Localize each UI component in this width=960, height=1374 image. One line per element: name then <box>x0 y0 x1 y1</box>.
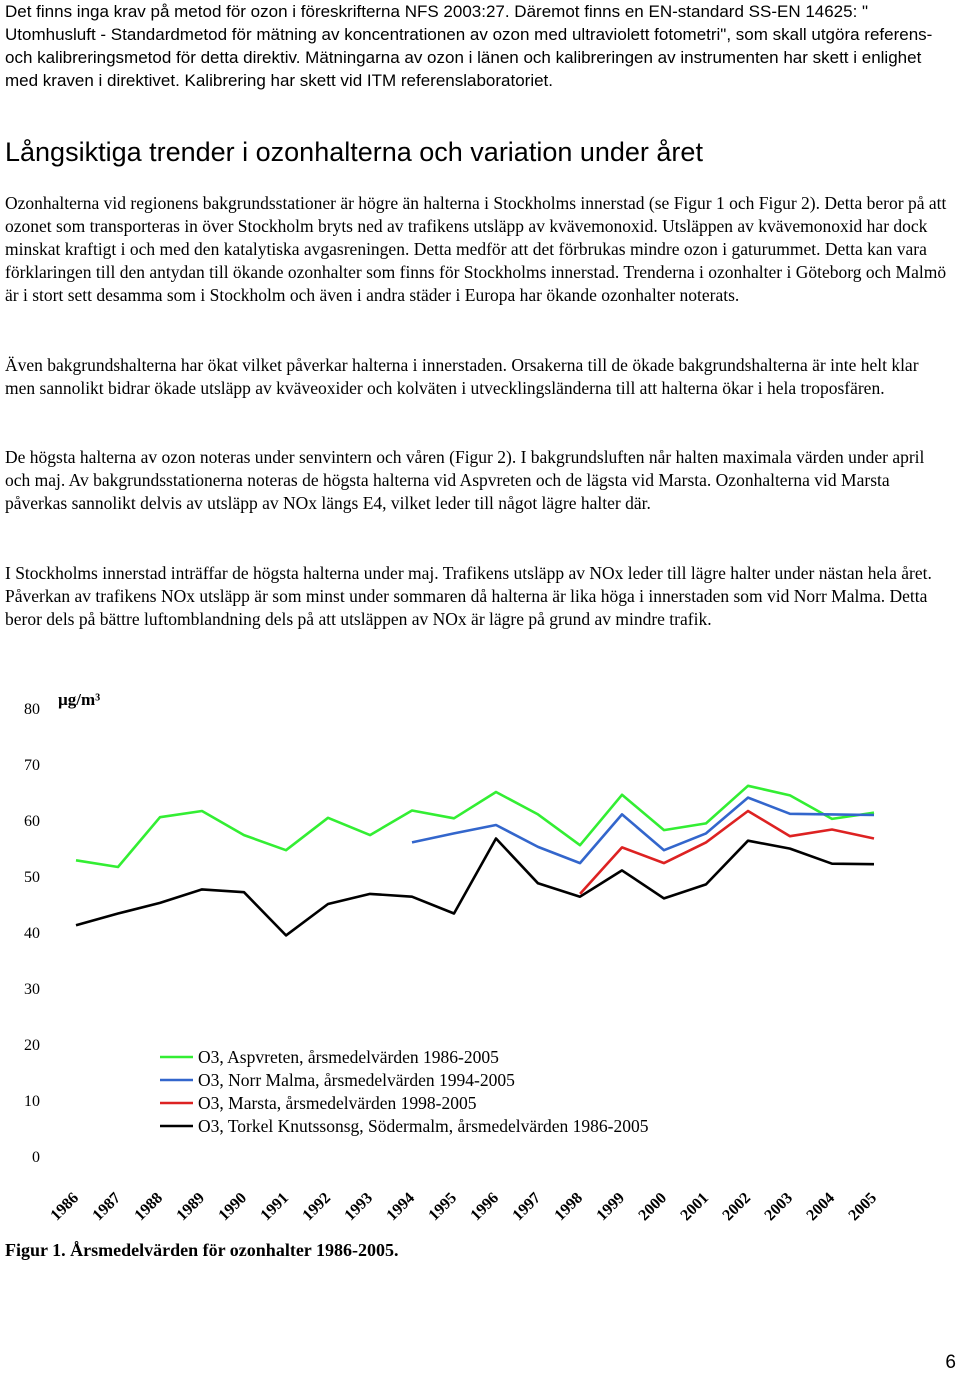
x-tick-label: 1997 <box>509 1189 545 1225</box>
x-tick-label: 2003 <box>761 1189 797 1225</box>
series-line-3 <box>580 811 874 894</box>
y-axis-unit-label: µg/m³ <box>58 690 101 709</box>
y-tick-label: 20 <box>24 1037 40 1054</box>
x-axis-tick-labels <box>47 1189 880 1224</box>
y-tick-label: 40 <box>24 925 40 942</box>
intro-paragraph: Det finns inga krav på metod för ozon i föreskrifterna NFS 2003:27. Däremot finns en EN-standard SS-EN 14625: " Utomhusluft - Standardmetod för mätning av koncentrationen av ozon med ultraviolett fotometri", som skall utgöra referens- och kalibreringsmetod för detta direktiv. Mätningarna av ozon i länen och kalibreringen av instrumenten har skett i enlighet med kraven i direktivet. Kalibrering har skett vid ITM referenslaboratoriet. <box>5 2 933 90</box>
x-tick-label: 2001 <box>677 1189 713 1225</box>
y-tick-label: 60 <box>24 813 40 830</box>
legend-label: O3, Aspvreten, årsmedelvärden 1986-2005 <box>198 1047 499 1067</box>
body-paragraph-1: Ozonhalterna vid regionens bakgrundsstationer är högre än halterna i Stockholms innerstad (se Figur 1 och Figur 2). Detta beror på att ozonet som transporteras in över Stockholm bryts ned av trafikens utsläpp av kvävemonoxid. Utsläppen av kvävemonoxid har dock minskat kraftigt i och med den katalytiska avgasreningen. Detta medför att det förbrukas mindre ozon i gaturummet. Detta kan vara förklaringen till den antydan till ökande ozonhalter som finns för Stockholms innerstad. Trenderna i ozonhalter i Göteborg och Malmö är i stort sett desamma som i Stockholm och även i andra städer i Europa har ökande ozonhalter noterats. <box>5 193 947 305</box>
series-lines <box>76 786 874 936</box>
body-paragraph-3: De högsta halterna av ozon noteras under senvintern och våren (Figur 2). I bakgrundsluften når halten maximala värden under april och maj. Av bakgrundsstationerna noteras de högsta halterna vid Aspvreten och de lägsta vid Marsta. Ozonhalterna vid Marsta påverkas sannolikt delvis av utsläpp av NOx längs E4, vilket leder till något lägre halter där. <box>5 447 925 513</box>
body-paragraph-4: I Stockholms innerstad inträffar de högsta halterna under maj. Trafikens utsläpp av NOx leder till lägre halter under nästan hela året. Påverkan av trafikens NOx utsläpp är som minst under sommaren då halterna är lika höga i innerstaden som vid Norr Malma. Detta beror dels på bättre luftomblandning dels på att utsläppen av NOx är lägre på grund av mindre trafik. <box>5 563 932 629</box>
chart-legend <box>160 1047 649 1136</box>
body-paragraph-2: Även bakgrundshalterna har ökat vilket påverkar halterna i innerstaden. Orsakerna till de ökade bakgrundshalterna är inte helt klar men sannolikt bidrar ökade utsläpp av kväveoxider och kolväten i utvecklingsländerna till att halterna ökar i hela troposfären. <box>5 355 919 398</box>
series-line-1 <box>76 786 874 867</box>
x-tick-label: 1989 <box>173 1189 209 1225</box>
x-tick-label: 2000 <box>635 1189 671 1225</box>
x-tick-label: 1995 <box>425 1189 461 1225</box>
legend-label: O3, Marsta, årsmedelvärden 1998-2005 <box>198 1093 477 1113</box>
legend-label: O3, Norr Malma, årsmedelvärden 1994-2005 <box>198 1070 515 1090</box>
y-tick-label: 50 <box>24 869 40 886</box>
x-tick-label: 1986 <box>47 1189 83 1225</box>
x-tick-label: 2005 <box>845 1189 881 1225</box>
y-tick-label: 80 <box>24 701 40 718</box>
page-number: 6 <box>945 1352 956 1373</box>
x-tick-label: 1994 <box>383 1189 419 1225</box>
legend-label: O3, Torkel Knutssonsg, Södermalm, årsmedelvärden 1986-2005 <box>198 1116 649 1136</box>
x-tick-label: 1988 <box>131 1189 167 1225</box>
figure-caption: Figur 1. Årsmedelvärden för ozonhalter 1986-2005. <box>5 1240 399 1260</box>
x-tick-label: 1992 <box>299 1189 335 1225</box>
y-tick-label: 70 <box>24 757 40 774</box>
x-tick-label: 2004 <box>803 1189 839 1225</box>
ozone-trend-chart <box>0 680 960 1240</box>
y-tick-label: 30 <box>24 981 40 998</box>
x-tick-label: 1993 <box>341 1189 377 1225</box>
x-tick-label: 1990 <box>215 1189 251 1225</box>
x-tick-label: 2002 <box>719 1189 755 1225</box>
x-tick-label: 1987 <box>89 1189 125 1225</box>
series-line-4 <box>76 839 874 936</box>
y-axis-tick-labels <box>24 701 40 1166</box>
x-tick-label: 1999 <box>593 1189 629 1225</box>
x-tick-label: 1991 <box>257 1189 293 1225</box>
y-tick-label: 10 <box>24 1093 40 1110</box>
section-heading: Långsiktiga trender i ozonhalterna och variation under året <box>5 137 703 167</box>
x-tick-label: 1996 <box>467 1189 503 1225</box>
y-tick-label: 0 <box>32 1149 40 1166</box>
x-tick-label: 1998 <box>551 1189 587 1225</box>
